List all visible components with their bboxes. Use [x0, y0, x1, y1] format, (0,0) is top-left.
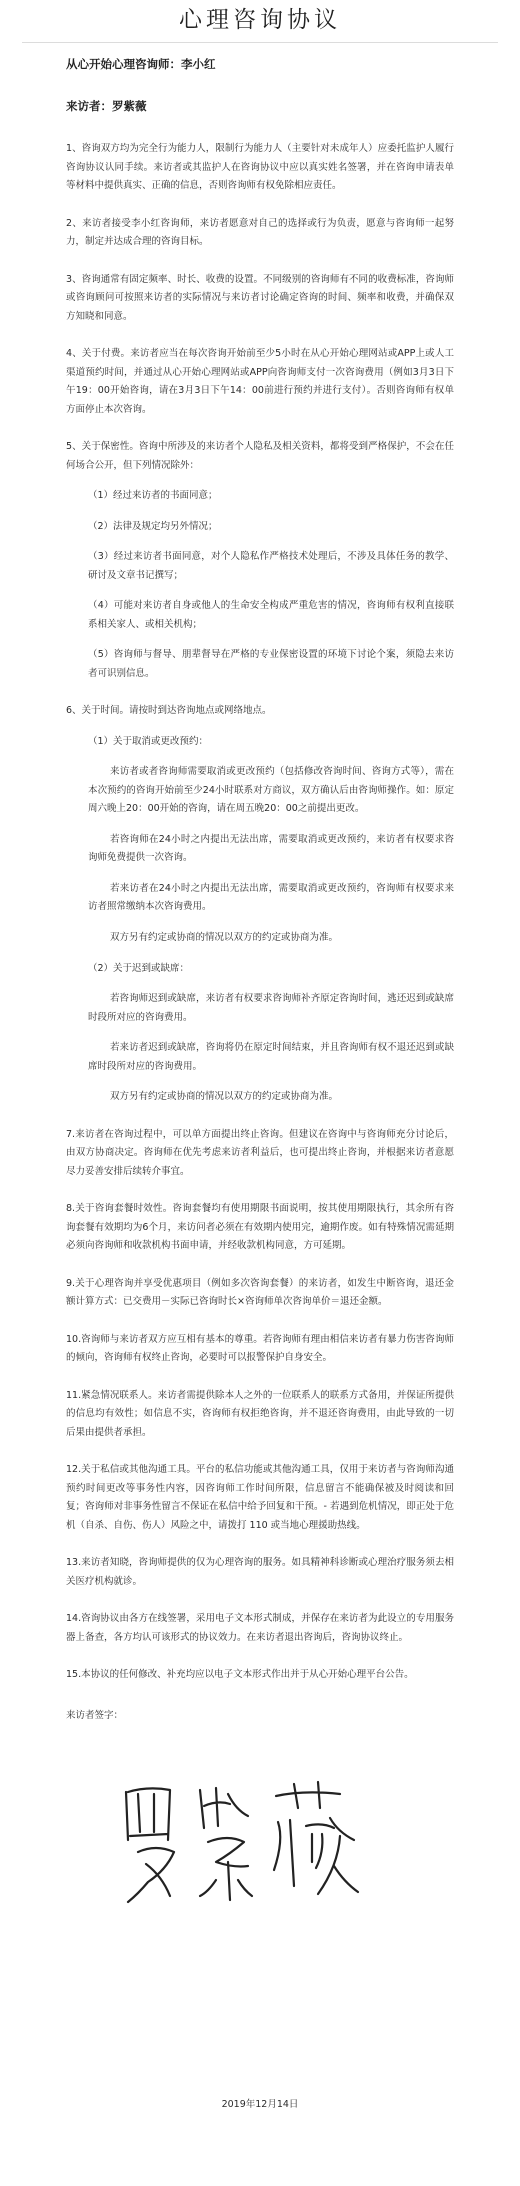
clause-8: 8.关于咨询套餐时效性。咨询套餐均有使用期限书面说明，按其使用期限执行，其余所有咨询套餐有效期均为6个月，来访问者必须在有效期内使用完，逾期作废。如有特殊情况需延期必须向咨询师和收款机构书面申请，并经收款机构同意，方可延期。	[66, 1203, 454, 1252]
clause-3: 3、咨询通常有固定频率、时长、收费的设置。不同级别的咨询师有不同的收费标准，咨询师或咨询顾问可按照来访者的实际情况与来访者讨论确定咨询的时间、频率和收费，并确保双方知晓和同意。	[66, 273, 454, 322]
signature-label: 来访者签字：	[66, 1709, 124, 1721]
confidentiality-item: （5）咨询师与督导、朋辈督导在严格的专业保密设置的环境下讨论个案，须隐去来访者可识别信息。	[88, 649, 454, 679]
clause-2: 2、来访者接受李小红咨询师，来访者愿意对自己的选择或行为负责，愿意与咨询师一起努力，制定并达成合理的咨询目标。	[66, 217, 454, 248]
page-title: 心理咨询协议	[179, 7, 341, 33]
cancel-rule: 来访者或者咨询师需要取消或更改预约（包括修改咨询时间、咨询方式等），需在本次预约的咨询开始前至少24小时联系对方商议，双方确认后由咨询师操作。如：原定周六晚上20：00开始的咨询，请在周五晚20：00之前提出更改。	[88, 766, 454, 815]
handwritten-signature	[108, 1770, 368, 1920]
late-rule: 若来访者迟到或缺席，咨询将仍在原定时间结束，并且咨询师有权不退还迟到或缺席时段所对应的咨询费用。	[88, 1042, 454, 1072]
signature-date: 2019年12月14日	[221, 2099, 299, 2110]
clause-10: 10.咨询师与来访者双方应互相有基本的尊重。若咨询师有理由相信来访者有暴力伤害咨询师的倾向，咨询师有权终止咨询，必要时可以报警保护自身安全。	[66, 1333, 454, 1364]
clause-5: 5、关于保密性。咨询中所涉及的来访者个人隐私及相关资料，都将受到严格保护，不会在任何场合公开，但下列情况除外：	[66, 441, 454, 471]
clause-12: 12.关于私信或其他沟通工具。平台的私信功能或其他沟通工具，仅用于来访者与咨询师沟通预约时间更改等事务性内容，因咨询师工作时间所限，信息留言不能确保被及时阅读和回复；咨询师对非事务性留言不保证在私信中给予回复和干预。- 若遇到危机情况，即正处于危机（自杀、自伤、伤人）风险之中，请拨打 110 或当地心理援助热线。	[66, 1464, 454, 1531]
clause-1: 1、咨询双方均为完全行为能力人，限制行为能力人（主要针对未成年人）应委托监护人履行咨询协议认同手续。来访者或其监护人在咨询协议中应以真实姓名签署，并在咨询申请表单等材料中提供真实、正确的信息，否则咨询师有权免除相应责任。	[66, 143, 454, 192]
confidentiality-item: （2）法律及规定均另外情况；	[88, 520, 218, 532]
consultant-line: 从心开始心理咨询师：李小红	[66, 57, 216, 71]
title-divider	[22, 42, 498, 43]
client-line: 来访者：罗紫薇	[66, 99, 147, 113]
late-rule: 双方另有约定或协商的情况以双方的约定或协商为准。	[110, 1091, 339, 1103]
clause-6-subtitle-cancel: （1）关于取消或更改预约：	[88, 735, 209, 747]
clause-14: 14.咨询协议由各方在线签署，采用电子文本形式制成，并保存在来访者为此设立的专用服务器上备查，各方均认可该形式的协议效力。在来访者退出咨询后，咨询协议终止。	[66, 1613, 454, 1643]
confidentiality-item: （4）可能对来访者自身或他人的生命安全构成严重危害的情况，咨询师有权利直接联系相关家人、或相关机构；	[88, 600, 454, 630]
clause-11: 11.紧急情况联系人。来访者需提供除本人之外的一位联系人的联系方式备用，并保证所提供的信息均有效性；如信息不实，咨询师有权拒绝咨询，并不退还咨询费用，由此导致的一切后果由提供者承担。	[66, 1389, 454, 1438]
late-rule: 若咨询师迟到或缺席，来访者有权要求咨询师补齐原定咨询时间，逃还迟到或缺席时段所对应的咨询费用。	[88, 993, 454, 1023]
clause-13: 13.来访者知晓，咨询师提供的仅为心理咨询的服务。如具精神科诊断或心理治疗服务须去相关医疗机构就诊。	[66, 1557, 454, 1587]
clause-15: 15.本协议的任何修改、补充均应以电子文本形式作出并于从心开始心理平台公告。	[66, 1669, 414, 1681]
confidentiality-item: （3）经过来访者书面同意，对个人隐私作严格技术处理后，不涉及具体任务的教学、研讨及文章书记撰写；	[88, 551, 454, 581]
cancel-rule: 若咨询师在24小时之内提出无法出席，需要取消或更改预约，来访者有权要求咨询师免费提供一次咨询。	[88, 833, 454, 864]
clause-4: 4、关于付费。来访者应当在每次咨询开始前至少5小时在从心开始心理网站或APP上或人工渠道预约时间，并通过从心开始心理网站或APP向咨询师支付一次咨询费用（例如3月3日下午19：00开始咨询，请在3月3日下午14：00前进行预约并进行支付）。否则咨询师有权单方面停止本次咨询。	[66, 348, 454, 415]
clause-7: 7.来访者在咨询过程中，可以单方面提出终止咨询。但建议在咨询中与咨询师充分讨论后，由双方协商决定。咨询师在优先考虑来访者利益后，也可提出终止咨询，并根据来访者意愿尽力妥善安排后续转介事宜。	[66, 1128, 454, 1177]
clause-9: 9.关于心理咨询并享受优惠项目（例如多次咨询套餐）的来访者，如发生中断咨询，退还金额计算方式：已交费用－实际已咨询时长×咨询师单次咨询单价＝退还金额。	[66, 1277, 454, 1308]
agreement-body	[66, 52, 454, 1721]
clause-6-title: 6、关于时间。请按时到达咨询地点或网络地点。	[66, 705, 272, 717]
confidentiality-item: （1）经过来访者的书面同意；	[88, 490, 218, 502]
clause-6-subtitle-late: （2）关于迟到或缺席：	[88, 962, 190, 974]
cancel-rule: 双方另有约定或协商的情况以双方的约定或协商为准。	[110, 931, 339, 943]
cancel-rule: 若来访者在24小时之内提出无法出席，需要取消或更改预约，咨询师有权要求来访者照常缴纳本次咨询费用。	[88, 882, 454, 913]
